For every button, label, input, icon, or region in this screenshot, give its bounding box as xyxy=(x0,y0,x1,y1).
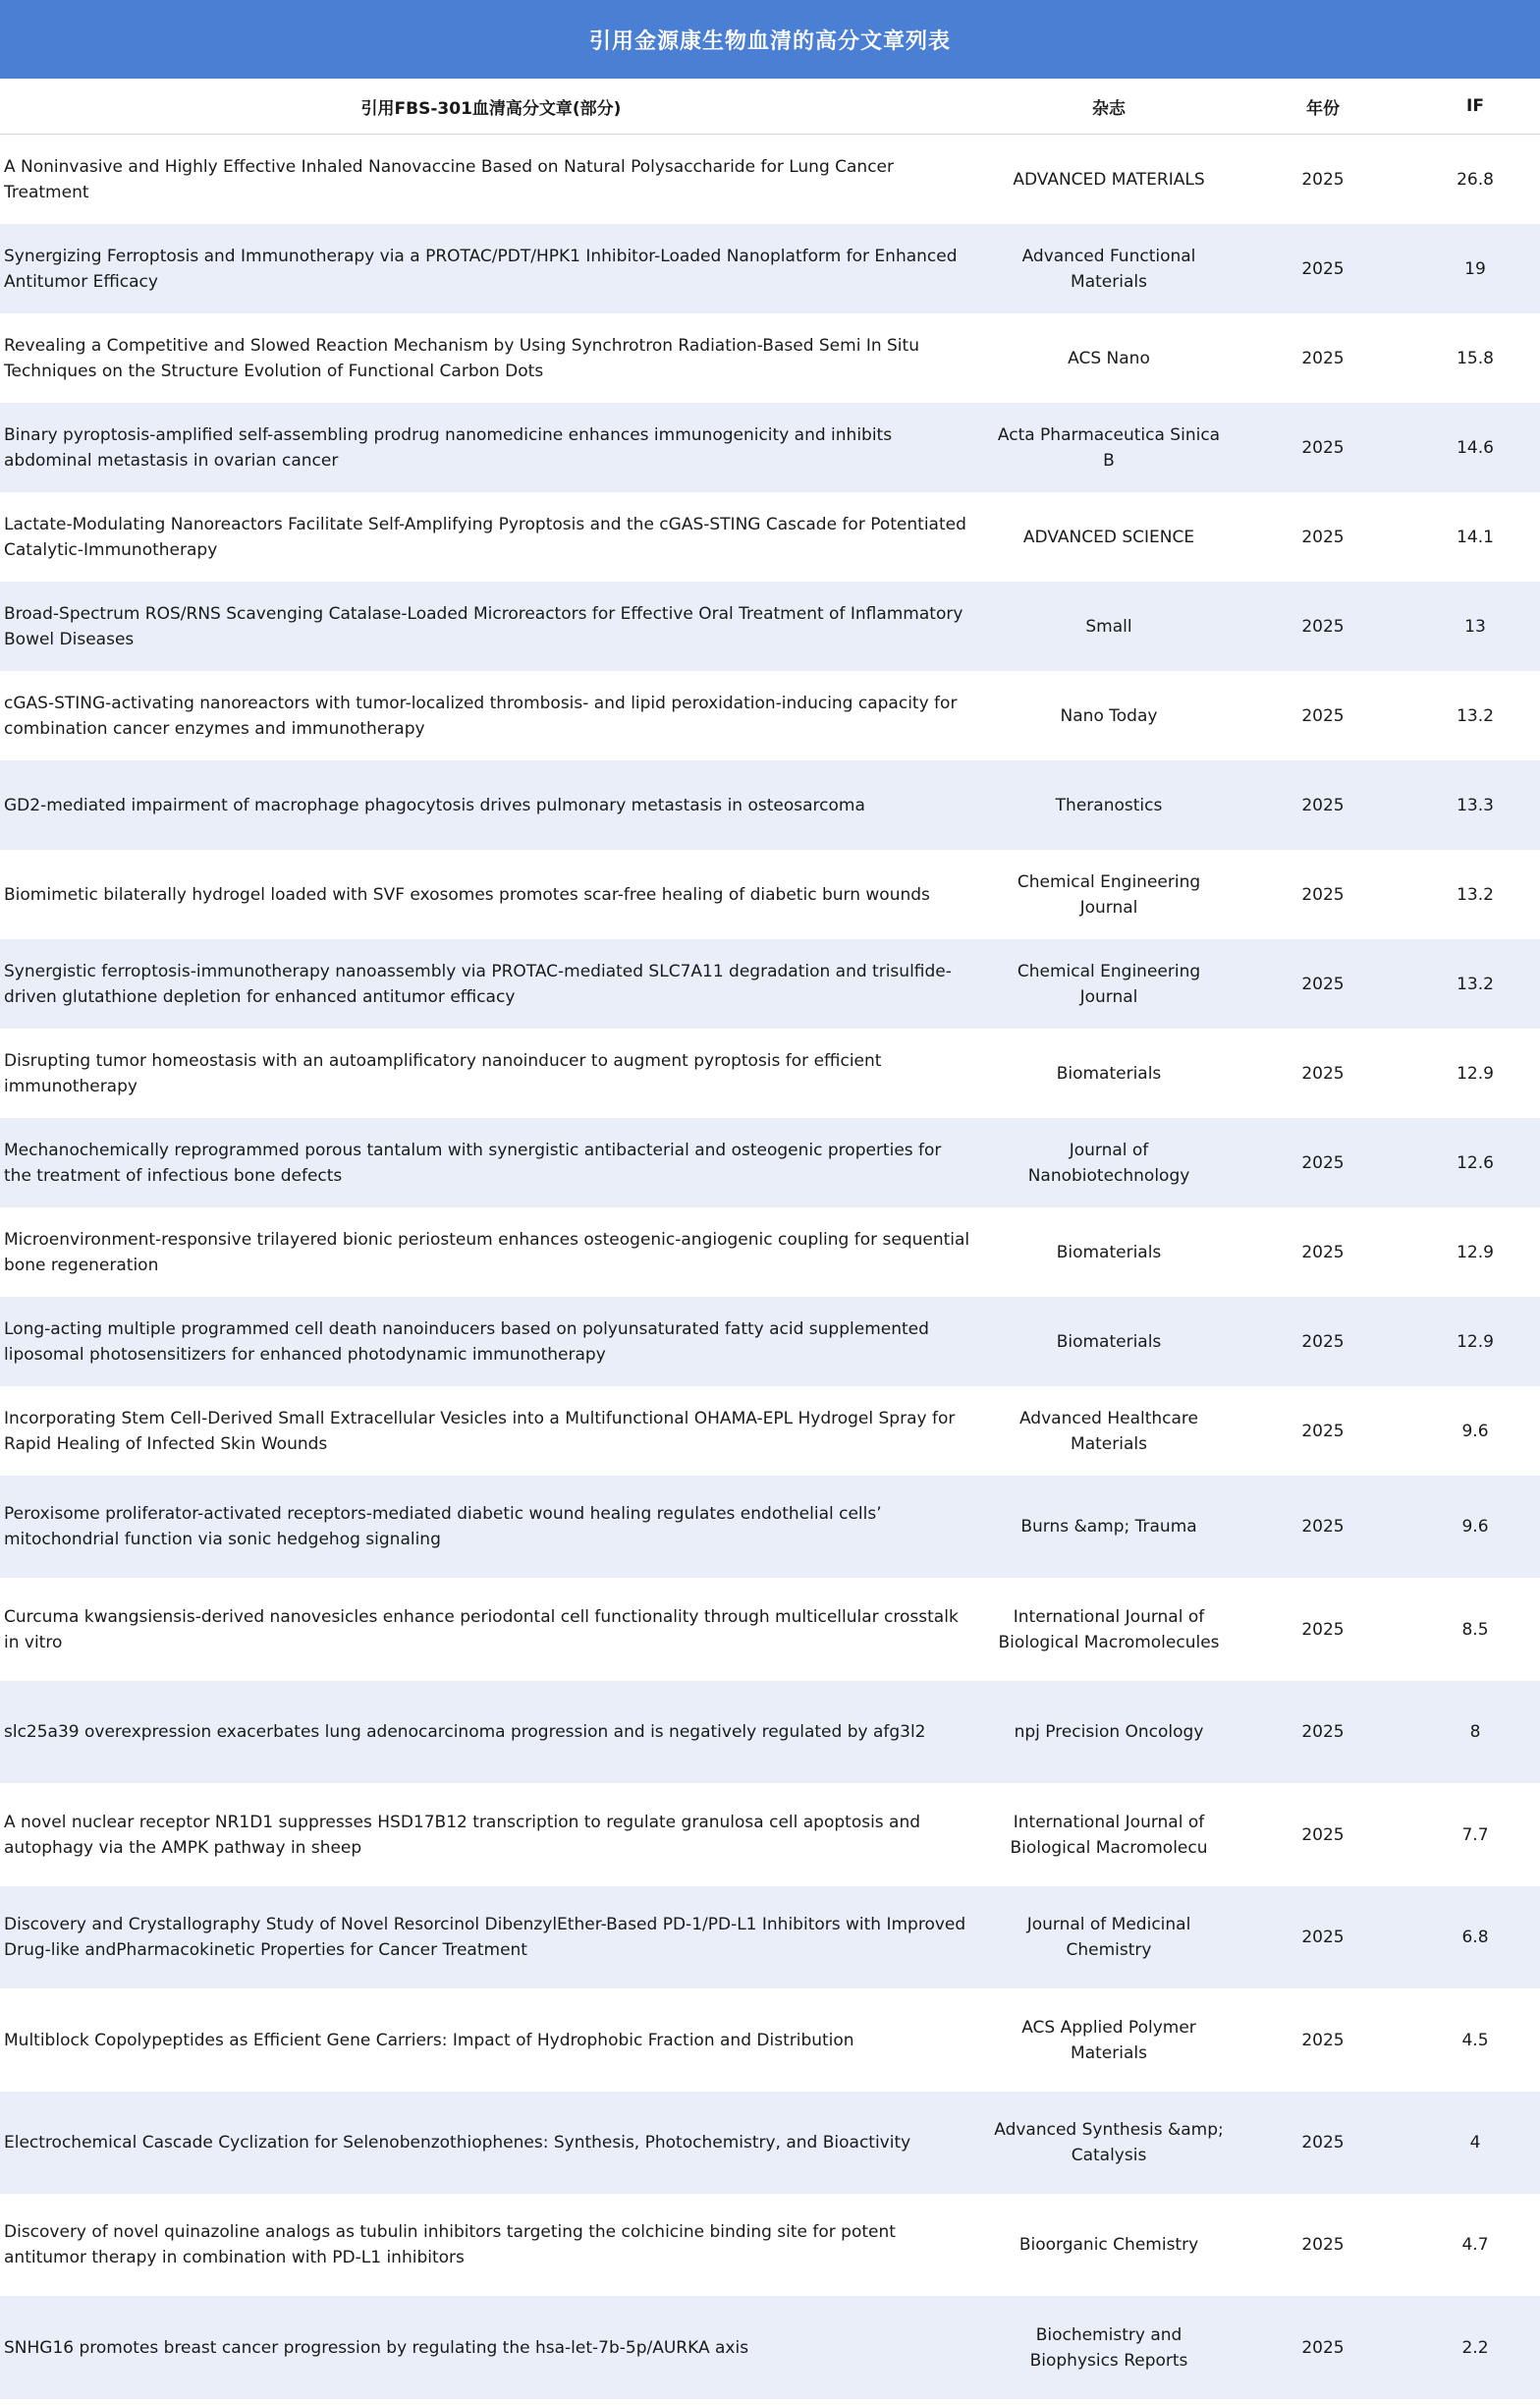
table-row xyxy=(0,582,1540,671)
journal-name: Advanced Synthesis &amp; Catalysis xyxy=(994,2120,1224,2165)
impact-factor: 13.2 xyxy=(1457,974,1494,994)
journal-name: Biomaterials xyxy=(1056,1331,1162,1352)
table-row xyxy=(0,671,1540,760)
table-row xyxy=(0,2092,1540,2194)
article-title: Long-acting multiple programmed cell death nanoinducers based on polyunsaturated fatty acid supplemented liposomal photosensitizers for enhanced photodynamic immunotherapy xyxy=(4,1318,929,1365)
impact-factor: 4 xyxy=(1469,2133,1481,2153)
journal-name: ACS Nano xyxy=(1068,348,1150,368)
table-row xyxy=(0,1578,1540,1681)
impact-factor: 12.6 xyxy=(1457,1152,1494,1173)
journal-name: Advanced Healthcare Materials xyxy=(1018,1408,1199,1454)
header-title: 引用FBS-301血清高分文章(部分) xyxy=(360,98,622,119)
article-title: Binary pyroptosis-amplified self-assembling prodrug nanomedicine enhances immunogenicity and inhibits abdominal metastasis in ovarian cancer xyxy=(4,424,893,471)
publication-year: 2025 xyxy=(1301,1152,1345,1173)
impact-factor: 14.6 xyxy=(1457,437,1494,458)
journal-name: Burns &amp; Trauma xyxy=(1020,1517,1197,1537)
table-row xyxy=(0,939,1540,1029)
publication-year: 2025 xyxy=(1301,1824,1345,1845)
publication-year: 2025 xyxy=(1301,1619,1345,1640)
journal-name: Small xyxy=(1085,616,1132,637)
journal-name: Bioorganic Chemistry xyxy=(1018,2235,1199,2255)
table-row xyxy=(0,1886,1540,1988)
table-row xyxy=(0,1386,1540,1476)
table-row xyxy=(0,1118,1540,1207)
journal-name: Theranostics xyxy=(1055,795,1163,815)
article-title: Discovery and Crystallography Study of Novel Resorcinol DibenzylEther-Based PD-1/PD-L1 Inhibitors with Improved Drug-like andPharmacokinetic Properties for Cancer Treatment xyxy=(4,1915,966,1960)
impact-factor: 2.2 xyxy=(1461,2337,1489,2358)
impact-factor: 12.9 xyxy=(1457,1331,1494,1352)
impact-factor: 14.1 xyxy=(1457,527,1494,547)
page-title: 引用金源康生物血清的高分文章列表 xyxy=(0,0,1540,79)
table-row xyxy=(0,224,1540,313)
table-row xyxy=(0,492,1540,582)
impact-factor: 13.2 xyxy=(1457,705,1494,726)
article-title: SNHG16 promotes breast cancer progression by regulating the hsa-let-7b-5p/AURKA axis xyxy=(4,2337,749,2358)
publication-year: 2025 xyxy=(1301,348,1345,368)
article-title: Synergistic ferroptosis-immunotherapy nanoassembly via PROTAC-mediated SLC7A11 degradation and trisulfide-driven glutathione depletion for enhanced antitumor efficacy xyxy=(4,961,952,1007)
table-body xyxy=(0,135,1540,2399)
impact-factor: 9.6 xyxy=(1461,1517,1489,1537)
table-row xyxy=(0,850,1540,939)
article-title: Incorporating Stem Cell-Derived Small Extracellular Vesicles into a Multifunctional OHAMA-EPL Hydrogel Spray for Rapid Healing of Infected Skin Wounds xyxy=(4,1408,956,1454)
table-row xyxy=(0,1297,1540,1386)
article-title: Lactate-Modulating Nanoreactors Facilitate Self-Amplifying Pyroptosis and the cGAS-STING Cascade for Potentiated Catalytic-Immunotherapy xyxy=(4,514,966,560)
article-title: Biomimetic bilaterally hydrogel loaded with SVF exosomes promotes scar-free healing of diabetic burn wounds xyxy=(4,884,930,905)
journal-name: Chemical Engineering Journal xyxy=(1017,961,1201,1007)
journal-name: Acta Pharmaceutica Sinica B xyxy=(997,424,1221,471)
article-title: Discovery of novel quinazoline analogs as tubulin inhibitors targeting the colchicine binding site for potent antitumor therapy in combination with PD-L1 inhibitors xyxy=(4,2222,896,2267)
impact-factor: 12.9 xyxy=(1457,1063,1494,1084)
journal-name: ADVANCED MATERIALS xyxy=(1013,169,1205,190)
impact-factor: 13 xyxy=(1464,616,1486,637)
journal-name: Biochemistry and Biophysics Reports xyxy=(1029,2324,1188,2371)
impact-factor: 4.5 xyxy=(1461,2030,1489,2050)
article-title: Broad-Spectrum ROS/RNS Scavenging Catalase-Loaded Microreactors for Effective Oral Treatment of Inflammatory Bowel Diseases xyxy=(4,603,963,649)
header-year: 年份 xyxy=(1306,98,1340,119)
journal-name: npj Precision Oncology xyxy=(1014,1722,1204,1742)
publication-year: 2025 xyxy=(1301,258,1345,279)
table-row xyxy=(0,313,1540,403)
impact-factor: 26.8 xyxy=(1457,169,1494,190)
impact-factor: 12.9 xyxy=(1457,1242,1494,1262)
publication-year: 2025 xyxy=(1301,616,1345,637)
article-title: cGAS-STING-activating nanoreactors with tumor-localized thrombosis- and lipid peroxidation-inducing capacity for combination cancer enzymes and immunotherapy xyxy=(4,693,958,739)
publication-year: 2025 xyxy=(1301,1331,1345,1352)
publication-year: 2025 xyxy=(1301,705,1345,726)
article-title: Mechanochemically reprogrammed porous tantalum with synergistic antibacterial and osteogenic properties for the treatment of infectious bone defects xyxy=(4,1140,942,1186)
journal-name: Chemical Engineering Journal xyxy=(1017,871,1201,918)
table-header xyxy=(0,79,1540,135)
journal-name: Advanced Functional Materials xyxy=(1021,246,1196,292)
publication-year: 2025 xyxy=(1301,795,1345,815)
publication-year: 2025 xyxy=(1301,1063,1345,1084)
table-row xyxy=(0,1988,1540,2092)
article-title: Peroxisome proliferator-activated receptors-mediated diabetic wound healing regulates endothelial cells’ mitochondrial function via sonic hedgehog signaling xyxy=(4,1504,882,1549)
publication-year: 2025 xyxy=(1301,2235,1345,2255)
publication-year: 2025 xyxy=(1301,884,1345,905)
publication-year: 2025 xyxy=(1301,169,1345,190)
impact-factor: 13.2 xyxy=(1457,884,1494,905)
publication-year: 2025 xyxy=(1301,2133,1345,2153)
journal-name: Journal of Medicinal Chemistry xyxy=(1026,1915,1191,1960)
impact-factor: 19 xyxy=(1464,258,1486,279)
table-row xyxy=(0,403,1540,492)
impact-factor: 8 xyxy=(1469,1722,1481,1742)
journal-name: International Journal of Biological Macromolecu xyxy=(1010,1812,1208,1858)
table-row xyxy=(0,135,1540,224)
publication-year: 2025 xyxy=(1301,2337,1345,2358)
article-title: Electrochemical Cascade Cyclization for Selenobenzothiophenes: Synthesis, Photochemistry, and Bioactivity xyxy=(4,2133,911,2153)
publication-year: 2025 xyxy=(1301,1928,1345,1947)
publication-year: 2025 xyxy=(1301,974,1345,994)
journal-name: ADVANCED SCIENCE xyxy=(1022,527,1195,547)
journal-name: International Journal of Biological Macromolecules xyxy=(998,1606,1220,1652)
article-title: Microenvironment-responsive trilayered bionic periosteum enhances osteogenic-angiogenic coupling for sequential bone regeneration xyxy=(4,1229,970,1275)
publication-year: 2025 xyxy=(1301,1722,1345,1742)
table-row xyxy=(0,1681,1540,1783)
header-if: IF xyxy=(1466,96,1484,116)
header-journal: 杂志 xyxy=(1092,98,1126,119)
publication-year: 2025 xyxy=(1301,1242,1345,1262)
article-title: Revealing a Competitive and Slowed Reaction Mechanism by Using Synchrotron Radiation-Based Semi In Situ Techniques on the Structure Evolution of Functional Carbon Dots xyxy=(4,335,919,381)
table-row xyxy=(0,1029,1540,1118)
journal-name: ACS Applied Polymer Materials xyxy=(1021,2017,1196,2063)
impact-factor: 13.3 xyxy=(1457,795,1494,815)
impact-factor: 7.7 xyxy=(1461,1824,1489,1845)
article-title: GD2-mediated impairment of macrophage phagocytosis drives pulmonary metastasis in osteosarcoma xyxy=(4,795,865,815)
article-title: A Noninvasive and Highly Effective Inhaled Nanovaccine Based on Natural Polysaccharide for Lung Cancer Treatment xyxy=(4,156,895,202)
impact-factor: 4.7 xyxy=(1461,2235,1489,2255)
impact-factor: 9.6 xyxy=(1461,1421,1489,1441)
impact-factor: 15.8 xyxy=(1457,348,1494,368)
impact-factor: 6.8 xyxy=(1461,1928,1489,1947)
publication-year: 2025 xyxy=(1301,527,1345,547)
article-title: Disrupting tumor homeostasis with an autoamplificatory nanoinducer to augment pyroptosis for efficient immunotherapy xyxy=(4,1050,882,1096)
table-row xyxy=(0,1207,1540,1297)
publication-year: 2025 xyxy=(1301,437,1345,458)
article-title: Multiblock Copolypeptides as Efficient Gene Carriers: Impact of Hydrophobic Fraction and Distribution xyxy=(4,2030,854,2050)
article-title: Curcuma kwangsiensis-derived nanovesicles enhance periodontal cell functionality through multicellular crosstalk in vitro xyxy=(4,1606,959,1652)
journal-name: Nano Today xyxy=(1060,705,1158,726)
table-row xyxy=(0,1476,1540,1578)
journal-name: Journal of Nanobiotechnology xyxy=(1027,1140,1190,1186)
article-title: A novel nuclear receptor NR1D1 suppresses HSD17B12 transcription to regulate granulosa cell apoptosis and autophagy via the AMPK pathway in sheep xyxy=(4,1812,921,1858)
publication-year: 2025 xyxy=(1301,1421,1345,1441)
impact-factor: 8.5 xyxy=(1461,1619,1489,1640)
table-row xyxy=(0,2194,1540,2296)
publication-year: 2025 xyxy=(1301,2030,1345,2050)
table-row xyxy=(0,760,1540,850)
publication-year: 2025 xyxy=(1301,1517,1345,1537)
journal-name: Biomaterials xyxy=(1056,1242,1162,1262)
article-title: Synergizing Ferroptosis and Immunotherapy via a PROTAC/PDT/HPK1 Inhibitor-Loaded Nanoplatform for Enhanced Antitumor Efficacy xyxy=(4,246,958,292)
table-row xyxy=(0,1783,1540,1886)
table-row xyxy=(0,2296,1540,2399)
journal-name: Biomaterials xyxy=(1056,1063,1162,1084)
article-title: slc25a39 overexpression exacerbates lung adenocarcinoma progression and is negatively regulated by afg3l2 xyxy=(4,1722,926,1742)
